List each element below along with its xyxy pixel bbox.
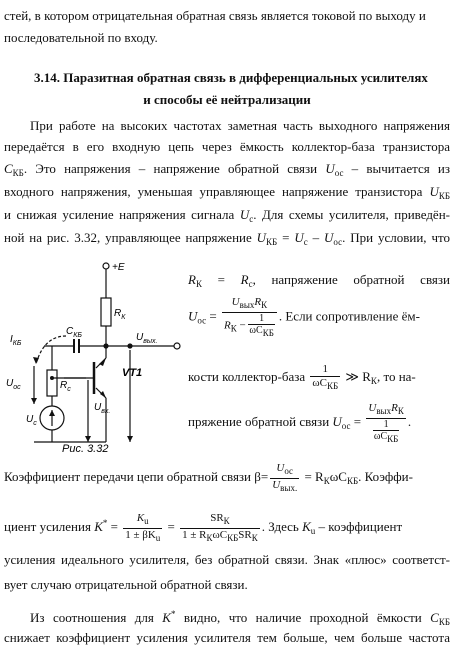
circuit-diagram	[4, 254, 186, 454]
section-heading-cont: и способы её нейтрализации	[143, 92, 311, 107]
paragraph-line: $C_{КБ}$. Это напряжения – напряжение обратной связи $U_{ос}$ – вычитается из	[4, 161, 450, 178]
paragraph-line: передаётся в его входную цепь через ёмкость коллектор-база транзистора	[4, 139, 450, 154]
source-resistor	[47, 370, 57, 396]
rc-label: $R_с$	[60, 380, 71, 393]
uvh-label: $U_{вх.}$	[94, 402, 111, 415]
ikb-label: $I_{КБ}$	[10, 334, 22, 347]
fraction: $\frac{U_{ос}}{U_{вых.}}$	[272, 461, 298, 493]
paragraph-line: При работе на высоких частотах заметная часть выходного напряжения	[30, 118, 450, 133]
uoc-label: $U_{ос}$	[6, 378, 21, 391]
supply-label: +E	[112, 262, 125, 273]
uvyh-label: $U_{вых.}$	[136, 332, 158, 345]
uc-label: $U_с$	[26, 414, 37, 427]
formula-line: $U_{ос}$ = $U_{вых}R_К$ $R_К$ − $\frac{1}{\omega C_{КБ}}$ . Если сопротивление ём-	[188, 296, 420, 338]
paragraph-line: и снижая усиление напряжения сигнала $U_c$. Для схемы усилителя, приведён-	[4, 207, 450, 224]
transistor-label: VT1	[122, 367, 143, 379]
paragraph-line: Из соотношения для K* видно, что наличие проходной ёмкости $C_{КБ}$	[30, 609, 450, 627]
output-terminal	[174, 343, 180, 349]
ckb-label: $C_{КБ}$	[66, 326, 82, 339]
formula-line: кости коллектор-база $\frac{1}{\omega C_{КБ}}$ ≫ $R_К$, то на-	[188, 363, 416, 392]
formula-line: Коэффициент передачи цепи обратной связи β= $\frac{U_{ос}}{U_{вых.}}$ = $R_К\omega C_{КБ}$. Коэффи-	[4, 461, 413, 493]
text-line: стей, в котором отрицательная обратная связь является токовой по выходу и	[4, 8, 426, 23]
collector-resistor	[101, 298, 111, 326]
fraction: $\frac{1}{\omega C_{КБ}}$	[312, 363, 339, 392]
text-line: последовательной по входу.	[4, 30, 158, 45]
paragraph-line: снижает коэффициент усиления усилителя тем больше, чем больше частота	[4, 630, 450, 645]
fraction: $\frac{SR_К}{1 \pm R_К\omega C_{КБ}SR_К}$	[182, 511, 258, 543]
paragraph-line: ной на рис. 3.32, управляющее напряжение $U_{КБ} = U_c - U_{ос}$. При условии, что	[4, 230, 450, 247]
paragraph-line: вует случаю отрицательной обратной связи.	[4, 577, 248, 592]
fraction: $\frac{K_u}{1 \pm \beta K_u}$	[125, 511, 161, 543]
formula-line: циент усиления K* = $\frac{K_u}{1 \pm \beta K_u}$ = $\frac{SR_К}{1 \pm R_К\omega C_{КБ}SR_К}$ . Здесь $K_u$ – коэффициент	[4, 511, 403, 543]
formula-line: пряжение обратной связи $U_{ос}$ = $\frac{U_{вых}R_К}{\frac{1}{\omega C_{КБ}}}$ .	[188, 401, 412, 444]
supply-terminal	[103, 263, 109, 269]
fraction: $\frac{U_{вых}R_К}{\frac{1}{\omega C_{КБ}}}$	[368, 401, 404, 444]
paragraph-line: усиления идеального усилителя, без обратной связи. Знак «плюс» соответст-	[4, 552, 450, 567]
section-heading: 3.14. Паразитная обратная связь в дифференциальных усилителях	[34, 70, 428, 85]
paragraph-line: $R_К = R_c$, напряжение обратной связи	[188, 272, 450, 289]
rk-label: $R_К$	[114, 308, 126, 321]
paragraph-line: входного напряжения, уменьшая управляющее напряжение транзистора $U_{КБ}$	[4, 184, 450, 201]
fraction: $U_{вых}R_К$ $R_К$ − $\frac{1}{\omega C_{КБ}}$	[222, 296, 277, 339]
figure-caption: Рис. 3.32	[62, 443, 109, 454]
